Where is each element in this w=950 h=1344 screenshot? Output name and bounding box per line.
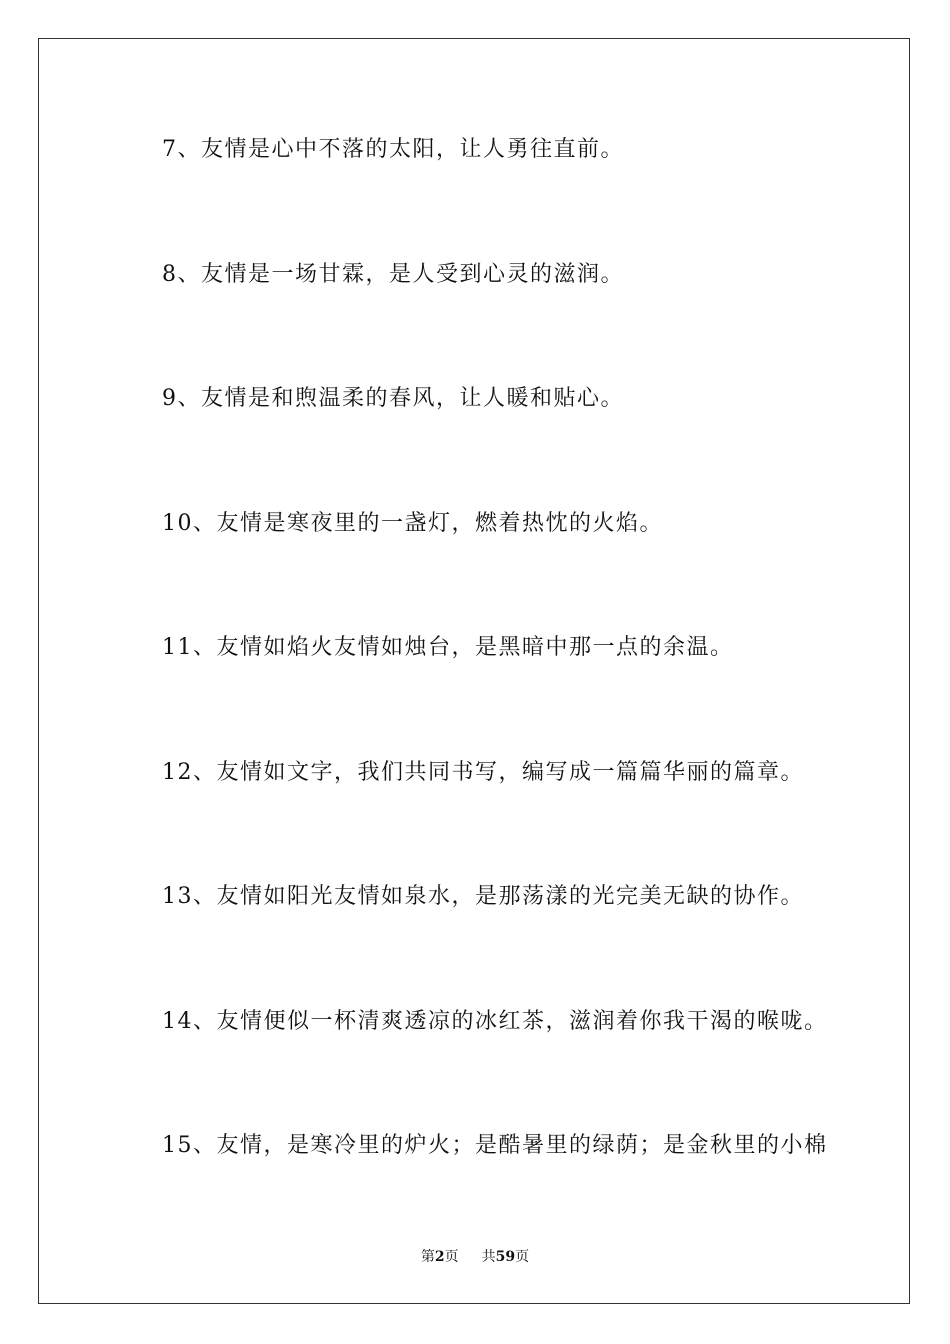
page-number: 2 bbox=[434, 1249, 445, 1265]
page-footer bbox=[0, 1246, 950, 1266]
list-item: 7、友情是心中不落的太阳，让人勇往直前。 bbox=[162, 137, 624, 162]
list-item: 13、友情如阳光友情如泉水，是那荡漾的光完美无缺的协作。 bbox=[162, 884, 804, 909]
list-item: 10、友情是寒夜里的一盏灯，燃着热忱的火焰。 bbox=[162, 510, 663, 536]
list-item: 14、友情便似一杯清爽透凉的冰红茶，滋润着你我干渴的喉咙。 bbox=[162, 1008, 828, 1034]
page-prefix: 第 bbox=[420, 1249, 435, 1265]
list-item: 15、友情，是寒冷里的炉火；是酷暑里的绿荫；是金秋里的小棉 bbox=[162, 1133, 828, 1158]
list-item: 9、友情是和煦温柔的春风，让人暖和贴心。 bbox=[162, 386, 624, 411]
list-item: 11、友情如焰火友情如烛台，是黑暗中那一点的余温。 bbox=[162, 635, 734, 660]
list-item: 12、友情如文字，我们共同书写，编写成一篇篇华丽的篇章。 bbox=[162, 759, 804, 785]
total-pages: 59 bbox=[495, 1249, 516, 1265]
total-prefix: 共 bbox=[481, 1249, 496, 1265]
total-suffix: 页 bbox=[515, 1249, 530, 1265]
content-list bbox=[162, 130, 862, 1251]
list-item: 8、友情是一场甘霖，是人受到心灵的滋润。 bbox=[162, 261, 624, 287]
page-suffix: 页 bbox=[444, 1249, 459, 1265]
